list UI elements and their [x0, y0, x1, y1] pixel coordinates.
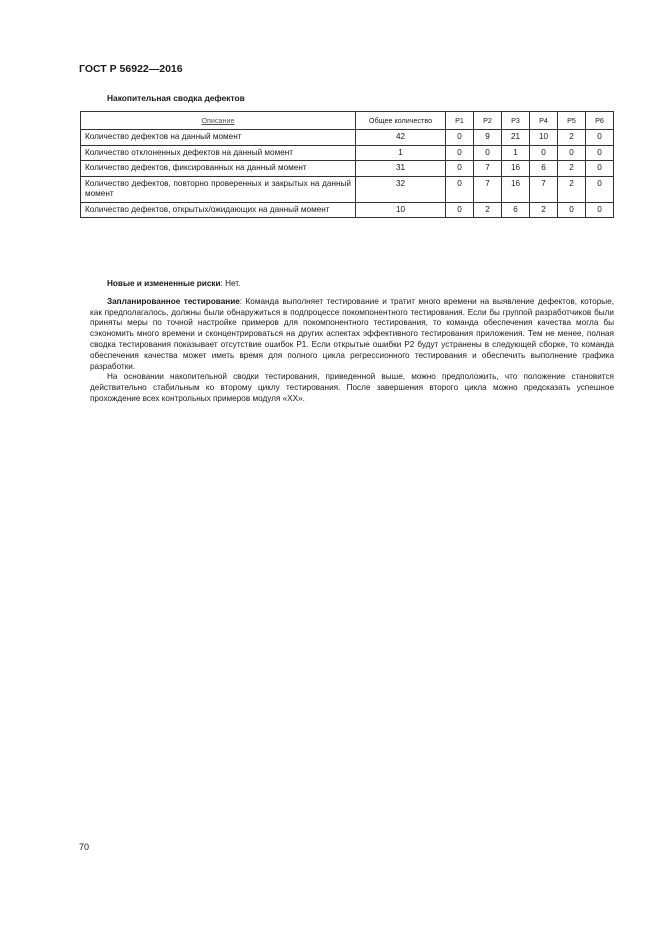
row-p2: 7 [474, 176, 502, 202]
column-header-description: Описание [81, 112, 356, 130]
body-text [90, 279, 614, 405]
row-p4: 2 [530, 202, 558, 218]
table-row [81, 161, 614, 177]
row-p3: 16 [502, 161, 530, 177]
column-header-total: Общее количество [356, 112, 446, 130]
row-p3: 6 [502, 202, 530, 218]
row-p6: 0 [586, 161, 614, 177]
row-p5: 2 [558, 130, 586, 146]
column-header-p1: P1 [446, 112, 474, 130]
planned-testing-label: Запланированное тестирование [107, 296, 240, 306]
column-header-p4: P4 [530, 112, 558, 130]
row-p6: 0 [586, 145, 614, 161]
row-p2: 2 [474, 202, 502, 218]
row-p2: 0 [474, 145, 502, 161]
column-header-p2: P2 [474, 112, 502, 130]
risks-label: Новые и измененные риски [107, 279, 221, 288]
row-p4: 6 [530, 161, 558, 177]
row-p5: 2 [558, 161, 586, 177]
risks-paragraph [90, 279, 614, 290]
row-total: 1 [356, 145, 446, 161]
planned-testing-paragraph [90, 297, 614, 373]
table-header-row [81, 112, 614, 130]
page-number: 70 [79, 842, 90, 852]
row-description: Количество отклоненных дефектов на данный момент [81, 145, 356, 161]
row-p2: 7 [474, 161, 502, 177]
row-description: Количество дефектов на данный момент [81, 130, 356, 146]
row-total: 31 [356, 161, 446, 177]
row-p5: 0 [558, 145, 586, 161]
row-p3: 1 [502, 145, 530, 161]
row-description: Количество дефектов, открытых/ожидающих на данный момент [81, 202, 356, 218]
defect-summary-table [80, 111, 614, 218]
row-p4: 0 [530, 145, 558, 161]
row-p1: 0 [446, 176, 474, 202]
row-p1: 0 [446, 145, 474, 161]
row-total: 42 [356, 130, 446, 146]
column-header-p5: P5 [558, 112, 586, 130]
row-p1: 0 [446, 202, 474, 218]
table-row [81, 130, 614, 146]
row-p2: 9 [474, 130, 502, 146]
row-p3: 16 [502, 176, 530, 202]
row-p6: 0 [586, 130, 614, 146]
row-description: Количество дефектов, повторно проверенных и закрытых на данный момент [81, 176, 356, 202]
row-p4: 10 [530, 130, 558, 146]
row-p1: 0 [446, 161, 474, 177]
row-description: Количество дефектов, фиксированных на данный момент [81, 161, 356, 177]
row-p4: 7 [530, 176, 558, 202]
table-row [81, 202, 614, 218]
planned-testing-text: : Команда выполняет тестирование и тратит много времени на выявление дефектов, которые, как предполагалось, должны были обнаружиться в подпроцессе покомпонентного тестирования. Если бы группой разработчиков были приняты меры по точной настройке примеров для покомпонентного тестирования, то команда обеспечения качества могла бы сэкономить много времени и сконцентрироваться на других аспектах эффективного тестирования приложения. Тем не менее, полная сводка тестирования показывает отсутствие ошибок P1. Если открытые ошибки P2 будут устранены в следующей сборке, то команда обеспечения качества может иметь время для полного цикла регрессионного тестирования и обеспечить выполнение графика разработки. [90, 296, 614, 371]
table-row [81, 176, 614, 202]
risks-value: : Нет. [220, 279, 241, 288]
row-p5: 0 [558, 202, 586, 218]
conclusion-paragraph: На основании накопительной сводки тестирования, приведенной выше, можно предположить, что положение становится действительно стабильным ко второму циклу тестирования. После завершения второго цикла можно предсказать успешное прохождение всех контрольных примеров модуля «ХХ». [90, 372, 614, 403]
row-p5: 2 [558, 176, 586, 202]
column-header-p3: P3 [502, 112, 530, 130]
row-p6: 0 [586, 202, 614, 218]
row-p3: 21 [502, 130, 530, 146]
document-header: ГОСТ Р 56922—2016 [79, 63, 183, 75]
row-total: 10 [356, 202, 446, 218]
row-total: 32 [356, 176, 446, 202]
table-title: Накопительная сводка дефектов [107, 93, 245, 103]
column-header-p6: P6 [586, 112, 614, 130]
row-p6: 0 [586, 176, 614, 202]
table-row [81, 145, 614, 161]
row-p1: 0 [446, 130, 474, 146]
